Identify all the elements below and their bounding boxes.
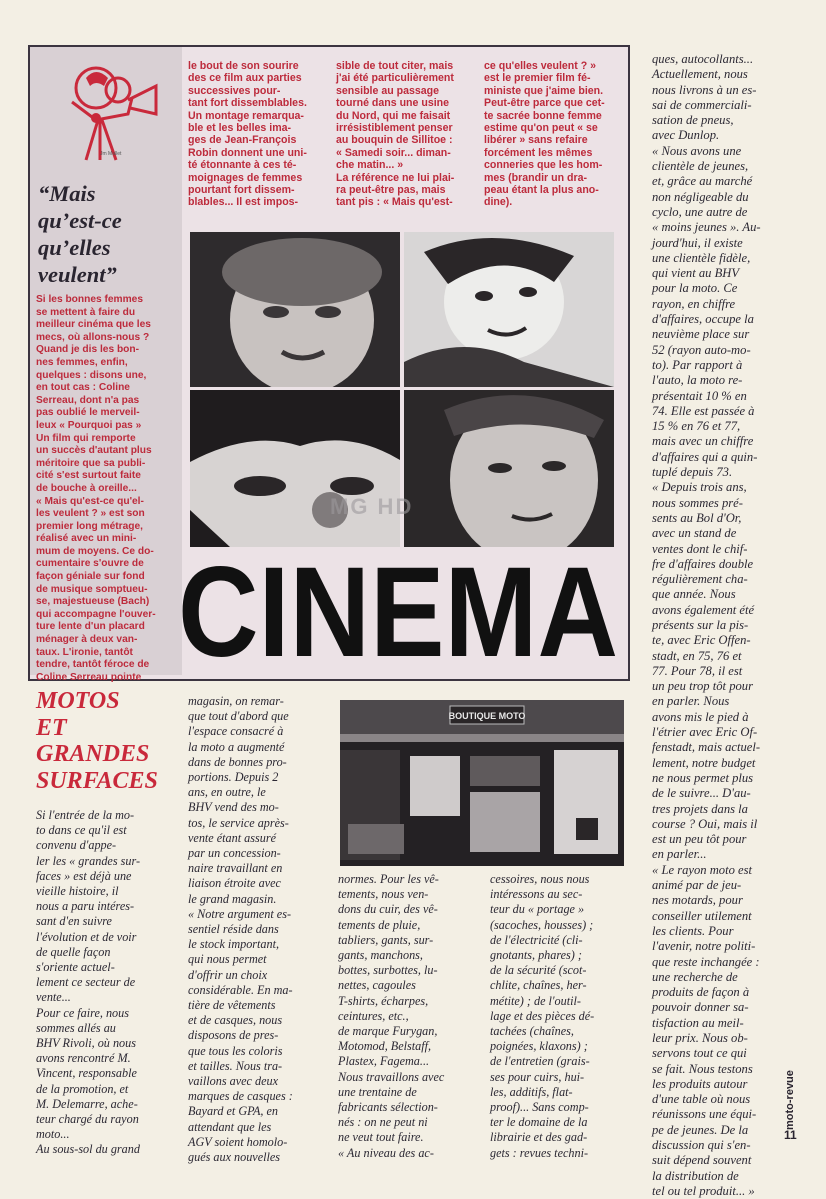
motos-column-2: magasin, on remar- que tout d'abord que l'espace consacré à la moto a augmenté dans de bonnes pro- portions. Depuis 2 ans, en outre, le BHV vend des mo- tos, le service après- vente étant assuré par un concession- naire travaillant en liaison étroite avec le grand magasin. « Notre argument es- sentiel réside dans le stock important, qui nous permet d'offrir un choix considérable. En ma- tière de vêtements et de casques, nous disposons de pres- que tous les coloris et tailles. Nous tra- vaillons avec deux marques de casques : Bayard et GPA, en attendant que les AGV soient homolo- gués aux nouvelles	[188, 694, 293, 1165]
photo-woman-bangs	[190, 390, 400, 547]
cinema-column-2: sible de tout citer, mais j'ai été particulièrement sensible au passage tourné dans une usine du Nord, qui me faisait irrésistiblement penser au bouquin de Sillitoe : « Samedi soir... diman- che matin... » La référence ne lui plai- ra peut-être pas, mais tant pis : « Mais qu'est-	[336, 60, 455, 209]
photo-man	[404, 390, 614, 547]
motos-column-3: normes. Pour les vê- tements, nous ven- dons du cuir, des vê- tements de pluie, tabliers, gants, sur- gants, manchons, bottes, surbottes, lu- nettes, cagoules T-shirts, écharpes, ceintures, etc., de marque Furygan, Motomod, Belstaff, Plastex, Fagema... Nous travaillons avec une trentaine de fabricants sélection- nés : on ne peut ni ne veut tout faire. « Au niveau des ac-	[338, 872, 445, 1160]
cinema-side-column: Si les bonnes femmes se mettent à faire du meilleur cinéma que les mecs, où allons-nous ? Quand je dis les bon- nes femmes, enfin, quelques : disons une, en tout cas : Coline Serreau, dont n'a pas pas oublié le merveil- leux « Pourquoi pas » Un film qui remporte un succès d'autant plus méritoire que sa publi- cité s'est surtout faite de bouche à oreille... « Mais qu'est-ce qu'el- les veulent ? » est son premier long métrage, réalisé avec un mini- mum de moyens. Ce do- cumentaire s'ouvre de façon géniale sur fond de musique somptueu- se, majestueuse (Bach) qui accompagne l'ouver- ture lente d'un placard ménager à deux van- taux. L'ironie, tantôt tendre, tantôt féroce de Coline Serreau pointe	[36, 294, 156, 683]
photo-boutique-moto	[340, 700, 624, 866]
motos-title: MOTOS ET GRANDES SURFACES	[36, 688, 158, 794]
logo-caption: Jm Mallet	[100, 151, 122, 157]
motos-column-right: ques, autocollants... Actuellement, nous nous livrons à un es- sai de commerciali- sation de pneus, avec Dunlop. « Nous avons une clientèle de jeunes, et, grâce au marché non négligeable du cyclo, une autre de « moins jeunes ». Au- jourd'hui, il existe une clientèle fidèle, qui vient au BHV pour la moto. Ce rayon, en chiffre d'affaires, occupe la neuvième place sur 52 (rayon auto-mo- to). Par rapport à l'auto, la moto re- présentait 10 % en 74. Elle est passée à 15 % en 76 et 77, mais avec un chiffre d'affaires qui a quin- tuplé depuis 73. « Depuis trois ans, nous sommes pré- sents au Bol d'Or, avec un stand de ventes dont le chif- fre d'affaires double régulièrement cha- que année. Nous avons également été présents sur la pis- te, avec Eric Offen- stadt, en 75, 76 et 77. Pour 78, il est un peu trop tôt pour en parler. Nous avons mis le pied à l'étrier avec Eric Of- fenstadt, mais actuel- lement, notre budget ne nous permet plus de le suivre... D'au- tres projets dans la course ? Oui, mais il est un peu tôt pour en parler... « Le rayon moto est animé par de jeu- nes motards, pour conseiller utilement les clients. Pour l'avenir, notre politi- que reste inchangée : une recherche de produits de façon à pouvoir donner sa- tisfaction au meil- leur prix. Nous ob- servons tout ce qui se fait. Nous testons les produits autour d'une table où nous réunissons une équi- pe de jeunes. De la discussion qui s'en- suit dépend souvent la distribution de tel ou tel produit... »	[652, 52, 761, 1198]
photo-old-woman	[190, 232, 400, 387]
cinema-title	[176, 556, 621, 668]
cinema-title-text: CINEMA	[178, 556, 618, 668]
page-number: 11	[784, 1128, 797, 1142]
motos-column-1: Si l'entrée de la mo- to dans ce qu'il est convenu d'appe- ler les « grandes sur- faces » est déjà une vieille histoire, il nous a paru intéres- sant d'en suivre l'évolution et de voir de quelle façon s'oriente actuel- lement ce secteur de vente... Pour ce faire, nous sommes allés au BHV Rivoli, où nous avons rencontré M. Vincent, responsable de la promotion, et M. Delemarre, ache- teur chargé du rayon moto... Au sous-sol du grand	[36, 808, 141, 1157]
boutique-moto-sign: BOUTIQUE MOTO	[448, 711, 526, 721]
cinema-column-3: ce qu'elles veulent ? » est le premier film fé- ministe que j'aime bien. Peut-être parce que cet- te sacrée bonne femme estime qu'on peut « se libérer » sans refaire forcément les mêmes conneries que les hom- mes (brandir un dra- peau étant la plus ano- dine).	[484, 60, 605, 209]
watermark-text: MG HD	[330, 494, 414, 519]
photo-child	[404, 232, 614, 387]
film-camera-icon	[38, 56, 168, 166]
cinema-kicker-quote: “Mais qu’est-ce qu’elles veulent”	[38, 181, 122, 287]
cinema-column-1: le bout de son sourire des ce film aux parties successives pour- tant fort dissemblables. Un montage remarqua- ble et les belles ima- ges de Jean-François Robin donnent une uni- té étonnante à ces té- moignages de femmes pourtant fort dissem- blables... Il est impos-	[188, 60, 307, 209]
magazine-name: moto-revue	[784, 1070, 796, 1130]
motos-column-4: cessoires, nous nous intéressons au sec- teur du « portage » (sacoches, housses) ; de l'électricité (cli- gnotants, phares) ; de la sécurité (scot- chlite, chaînes, her- métite) ; de l'outil- lage et des pièces dé- tachées (chaînes, poignées, klaxons) ; de l'entretien (grais- ses pour cuirs, hui- les, additifs, flat- proof)... Sans comp- ter le domaine de la librairie et des gad- gets : revues techni-	[490, 872, 595, 1160]
